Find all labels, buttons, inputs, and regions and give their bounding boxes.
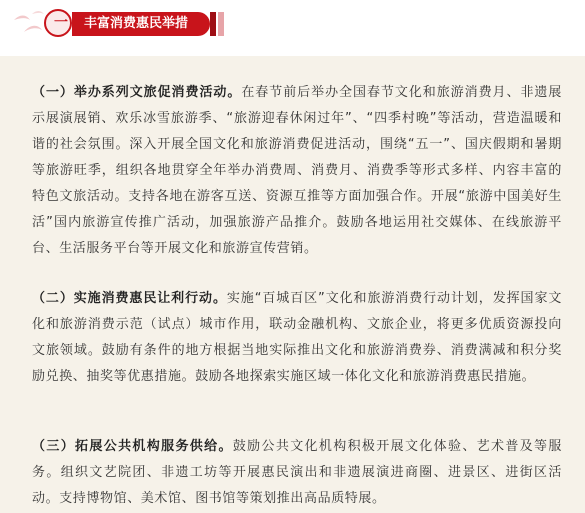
- title-bar-stripe-light: [218, 12, 224, 36]
- title-bar-stripe-dark: [210, 12, 216, 36]
- paragraph-3-body: 鼓励公共文化机构积极开展文化体验、艺术普及等服务。组织文艺院团、非遗工坊等开展惠民演出和非遗展演进商圈、进景区、进街区活动。支持博物馆、美术馆、图书馆等策划推出高品质特展。: [32, 439, 562, 506]
- paragraph-1-heading: （一）举办系列文旅促消费活动。: [32, 85, 242, 100]
- paragraph-3-heading: （三）拓展公共机构服务供给。: [32, 439, 233, 454]
- paragraph-2-body: 实施“百城百区”文化和旅游消费行动计划，发挥国家文化和旅游消费示范（试点）城市作用，联动金融机构、文旅企业，将更多优质资源投向文旅领域。鼓励有条件的地方根据当地实际推出文化和旅游消费券、消费满减和积分奖励兑换、抽奖等优惠措施。鼓励各地探索实施区域一体化文化和旅游消费惠民措施。: [32, 291, 562, 384]
- paragraph-2-heading: （二）实施消费惠民让利行动。: [32, 291, 227, 306]
- paragraph-3: [32, 434, 562, 512]
- section-title: 丰富消费惠民举措: [72, 12, 210, 36]
- paragraph-1-body: 在春节前后举办全国春节文化和旅游消费月、非遗展示展演展销、欢乐冰雪旅游季、“旅游迎春休闲过年”、“四季村晚”等活动，营造温暖和谐的社会氛围。深入开展全国文化和旅游消费促进活动，围绕“五一”、国庆假期和暑期等旅游旺季，组织各地贯穿全年举办消费周、消费月、消费季等形式多样、内容丰富的特色文旅活动。支持各地在游客互送、资源互推等方面加强合作。开展“旅游中国美好生活”国内旅游宣传推广活动，加强旅游产品推介。鼓励各地运用社交媒体、在线旅游平台、生活服务平台等开展文化和旅游宣传营销。: [32, 85, 562, 256]
- section-header: [0, 0, 585, 48]
- section-number: 一: [54, 15, 68, 31]
- paragraph-2: [32, 286, 562, 390]
- paragraph-1: [32, 80, 562, 262]
- content-panel: [0, 56, 585, 513]
